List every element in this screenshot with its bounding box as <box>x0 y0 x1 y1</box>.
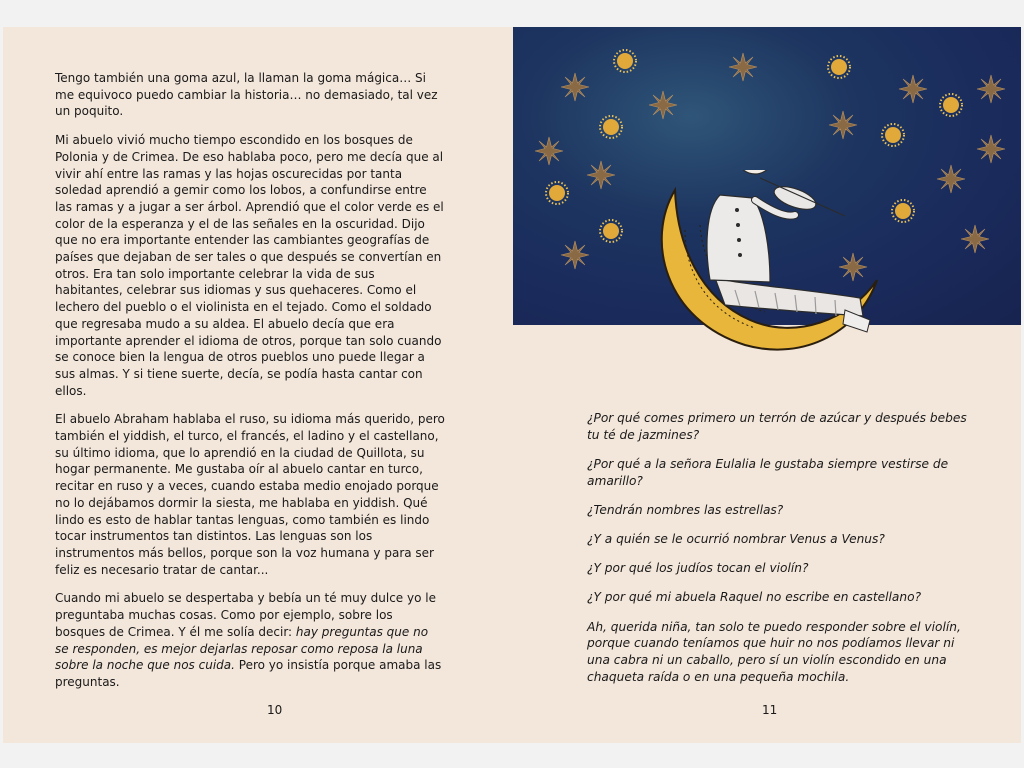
star-icon <box>899 75 927 103</box>
question-4: ¿Y a quién se le ocurrió nombrar Venus a Venus? <box>587 532 885 547</box>
star-icon <box>561 73 589 101</box>
star-icon <box>729 53 757 81</box>
sun-star-icon <box>600 220 622 242</box>
star-icon <box>587 161 615 189</box>
star-icon <box>977 135 1005 163</box>
sun-star-icon <box>600 116 622 138</box>
question-3: ¿Tendrán nombres las estrellas? <box>587 502 784 517</box>
sun-star-icon <box>892 200 914 222</box>
paragraph-3: El abuelo Abraham hablaba el ruso, su idioma más querido, pero también el yiddish, el turco, el francés, el ladino y el castellano, su último idioma, que lo aprendió en la ciudad de Quillota, su hogar permanente. Me gustaba oír al abuelo cantar en turco, recitar en ruso y a veces, cuando estaba medio enojado porque no lo dejábamos dormir la siesta, me hablaba en yiddish. Qué lindo es esto de hablar tantas lenguas, como también es lindo tocar instrumentos tan distintos. Las lenguas son los instrumentos más bellos, porque son la voz humana y para ser feliz es necesario tratar de cantar... <box>55 412 445 577</box>
answer: Ah, querida niña, tan solo te puedo responder sobre el violín, porque cuando teníamos que huir no nos podíamos llevar ni una cabra ni un caballo, pero sí un violín escondido en una chaqueta raída o en una pequeña mochila. <box>587 619 961 684</box>
paragraph-2: Mi abuelo vivió mucho tiempo escondido en los bosques de Polonia y de Crimea. De eso hablaba poco, pero me decía que al vivir ahí entre las ramas y las hojas oscurecidas por tanta soledad aprendió a gemir como los lobos, a confundirse entre las ramas y a jugar a ser árbol. Aprendió que el color verde es el color de la esperanza y el de las señales en la oscuridad. Dijo que no era importante entender las cambiantes geografías de países que dejaban de ser tales o que después se convertían en otros. Era tan solo importante celebrar la vida de sus habitantes, celebrar sus idiomas y sus quehaceres. Como el lechero del pueblo o el violinista en el tejado. Como el soldado que regresaba mudo a su aldea. El abuelo decía que era importante aprender el idioma de otros, porque tan solo cuando se conoce bien la lengua de otros pueblos uno puede llegar a sus almas. Y si tiene suerte, decía, se podía hasta cantar con ellos. <box>55 133 444 398</box>
star-icon <box>961 225 989 253</box>
star-icon <box>649 91 677 119</box>
paragraph-4-quote: hay preguntas que no se responden, es mejor dejarlas reposar como reposa la luna sobre la noche que nos cuida. <box>55 624 429 673</box>
star-icon <box>977 75 1005 103</box>
page-number-left: 10 <box>267 703 283 717</box>
sun-star-icon <box>828 56 850 78</box>
left-page-text <box>55 70 445 703</box>
star-icon <box>937 165 965 193</box>
question-1: ¿Por qué comes primero un terrón de azúcar y después bebes tu té de jazmines? <box>587 411 967 442</box>
right-page-text <box>587 410 967 698</box>
page-number-right: 11 <box>762 703 778 717</box>
question-2: ¿Por qué a la señora Eulalia le gustaba siempre vestirse de amarillo? <box>587 456 949 488</box>
paragraph-4-intro: Cuando mi abuelo se despertaba y bebía un té muy dulce yo le preguntaba muchas cosas. Como por ejemplo, sobre los bosques de Crimea. Y él me solía decir: <box>55 591 436 639</box>
sun-star-icon <box>546 182 568 204</box>
violinist-figure <box>707 170 870 332</box>
moon-violinist-illustration <box>645 170 885 370</box>
question-6: ¿Y por qué mi abuela Raquel no escribe en castellano? <box>587 590 922 605</box>
paragraph-4 <box>55 590 445 690</box>
sun-star-icon <box>614 50 636 72</box>
paragraph-4-outro: Pero yo insistía porque amaba las preguntas. <box>55 658 442 689</box>
sun-star-icon <box>882 124 904 146</box>
star-icon <box>561 241 589 269</box>
star-icon <box>829 111 857 139</box>
sun-star-icon <box>940 94 962 116</box>
question-5: ¿Y por qué los judíos tocan el violín? <box>587 561 809 576</box>
star-icon <box>535 137 563 165</box>
paragraph-1: Tengo también una goma azul, la llaman la goma mágica… Si me equivoco puedo cambiar la historia… no demasiado, tal vez un poquito. <box>55 71 438 119</box>
